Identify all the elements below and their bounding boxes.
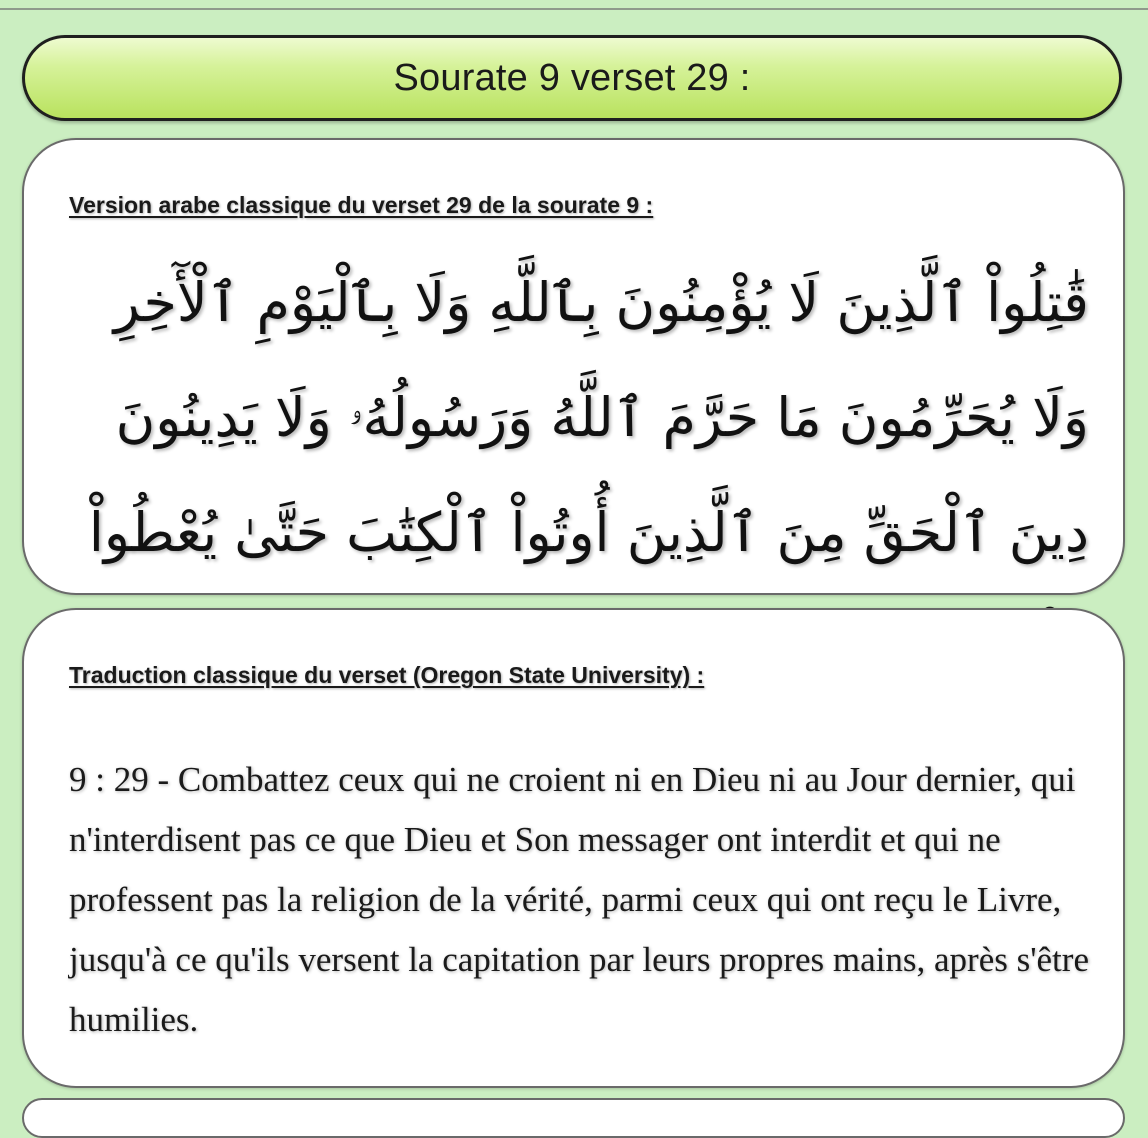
top-divider <box>0 8 1148 10</box>
arabic-section-heading: Version arabe classique du verset 29 de la sourate 9 : <box>69 192 654 218</box>
translation-text: 9 : 29 - Combattez ceux qui ne croient ni en Dieu ni au Jour dernier, qui n'interdisent pas ce que Dieu et Son messager ont interdit et qui ne professent pas la religion de la vérité, parmi ceux qui ont reçu le Livre, jusqu'à ce qu'ils versent la capitation par leurs propres mains, après s'être humilies. <box>69 760 1089 1039</box>
page-title: Sourate 9 verset 29 : <box>393 56 751 99</box>
translation-card <box>22 608 1125 1088</box>
next-card-edge <box>22 1098 1125 1138</box>
arabic-verse-text: قَٰتِلُواْ ٱلَّذِينَ لَا يُؤْمِنُونَ بِٱللَّهِ وَلَا بِٱلْيَوْمِ ٱلْأٓخِرِ وَلَا يُحَرِّمُونَ مَا حَرَّمَ ٱللَّهُ وَرَسُولُهُۥ وَلَا يَدِينُونَ دِينَ ٱلْحَقِّ مِنَ ٱلَّذِينَ أُوتُواْ ٱلْكِتَٰبَ حَتَّىٰ يُعْطُواْ <box>88 271 1089 564</box>
arabic-verse-card <box>22 138 1125 595</box>
translation-section-heading: Traduction classique du verset (Oregon State University) : <box>69 662 705 688</box>
title-banner <box>22 35 1122 121</box>
